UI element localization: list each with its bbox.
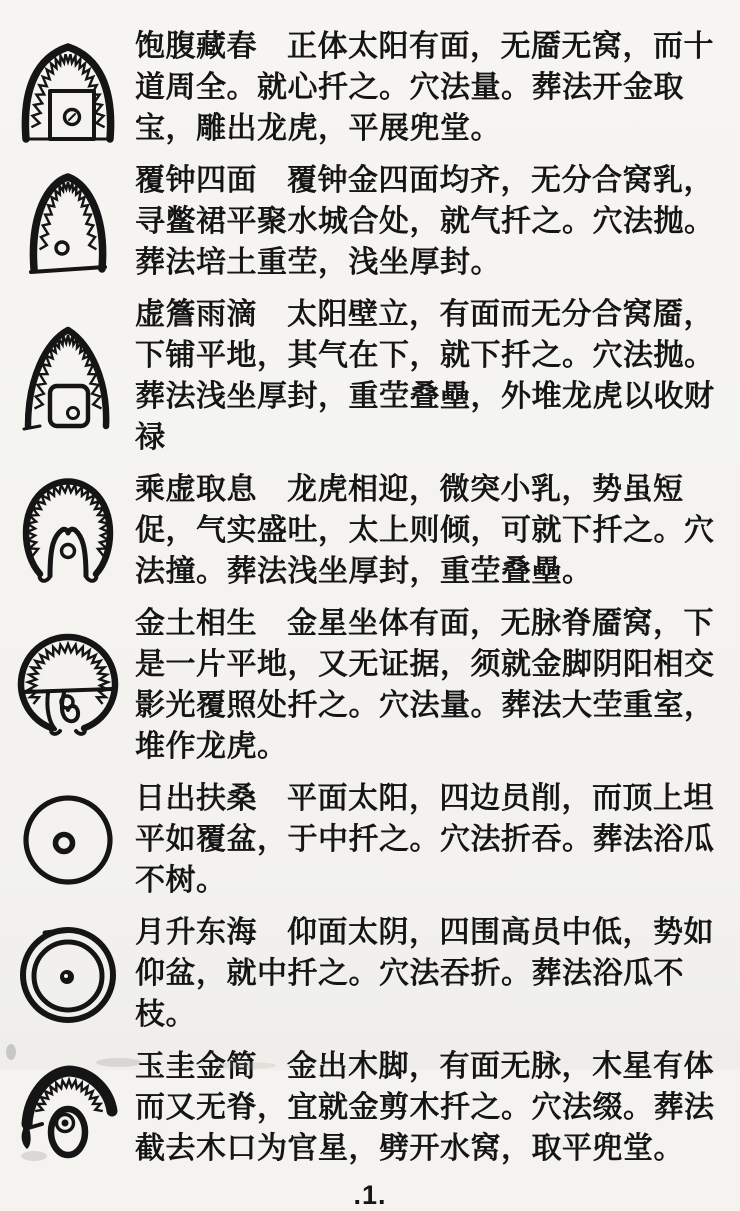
- paper-smudge: [96, 1058, 142, 1067]
- diagram-column: [0, 1052, 135, 1164]
- entry-body: 金星坐体有面，无脉脊靥窝，下是一片平地，又无证据，须就金脚阴阳相交影光覆照处扦之。穴法量。葬法大茔重室，堆作龙虎。: [135, 607, 715, 763]
- bell-dome-diagram: [18, 163, 118, 281]
- sun-circle-diagram: [18, 788, 118, 892]
- entry-body: 金出木脚，有面无脉，木星有体而又无脊，宜就金剪木扦之。穴法缀。葬法截去木口为官星，劈开水窝，取平兜堂。: [135, 1050, 715, 1165]
- entry-body: 正体太阳有面，无靥无窝，而十道周全。就心扦之。穴法量。葬法开金取宝，雕出龙虎，平展兜堂。: [135, 30, 714, 145]
- entry-text: [135, 778, 740, 901]
- entry: [0, 160, 740, 283]
- circle-with-band-and-curl-diagram: [15, 631, 121, 739]
- diagram-column: [0, 919, 135, 1029]
- entry-body: 龙虎相迎，微突小乳，势虽短促，气实盛吐，太上则倾，可就下扦之。穴法撞。葬法浅坐厚封，重茔叠壘。: [135, 473, 715, 588]
- entry-title: 虚簷雨滴: [135, 298, 257, 331]
- moon-double-circle-diagram: [15, 919, 121, 1029]
- entry-title: 覆钟四面: [135, 164, 257, 197]
- entry: [0, 912, 740, 1035]
- entry-body: 覆钟金四面均齐，无分合窝乳，寻鳖裙平聚水城合处，就气扦之。穴法抛。葬法培土重茔，浅坐厚封。: [135, 164, 715, 279]
- entry-body: 仰面太阴，四围高员中低，势如仰盆，就中扦之。穴法吞折。葬法浴瓜不枝。: [135, 916, 714, 1031]
- diagram-column: [0, 28, 135, 148]
- entry: [0, 603, 740, 767]
- paper-smudge: [6, 1044, 16, 1060]
- entry-text: [135, 912, 740, 1035]
- entry: [0, 469, 740, 592]
- dome-with-door-diagram: [12, 28, 124, 148]
- entry-body: 太阳壁立，有面而无分合窝靥，下铺平地，其气在下，就下扦之。穴法抛。葬法浅坐厚封，重茔叠壘，外堆龙虎以收财禄: [135, 298, 715, 454]
- entry-title: 乘虚取息: [135, 473, 257, 506]
- entry-text: [135, 469, 740, 592]
- cap-with-oval-diagram: [12, 1052, 124, 1164]
- entry-title: 金土相生: [135, 607, 257, 640]
- pointed-dome-with-door-diagram: [16, 316, 120, 436]
- entry-title: 日出扶桑: [135, 782, 257, 815]
- entry-text: [135, 603, 740, 767]
- entry-title: 玉圭金简: [135, 1050, 257, 1083]
- diagram-column: [0, 163, 135, 281]
- entry-body: 平面太阳，四边员削，而顶上坦平如覆盆，于中扦之。穴法折吞。葬法浴瓜不树。: [135, 782, 715, 897]
- entry-text: [135, 26, 740, 149]
- entry-title: 月升东海: [135, 916, 257, 949]
- paper-smudge: [216, 1062, 276, 1069]
- entry: [0, 294, 740, 458]
- diagram-column: [0, 474, 135, 588]
- entry-text: [135, 160, 740, 283]
- entry: [0, 26, 740, 149]
- page-number: .1.: [353, 1180, 387, 1210]
- diagram-column: [0, 316, 135, 436]
- entry-title: 饱腹藏春: [135, 30, 257, 63]
- dome-with-inner-arch-diagram: [18, 474, 118, 588]
- entry: [0, 778, 740, 901]
- diagram-column: [0, 788, 135, 892]
- entry-text: [135, 294, 740, 458]
- diagram-column: [0, 631, 135, 739]
